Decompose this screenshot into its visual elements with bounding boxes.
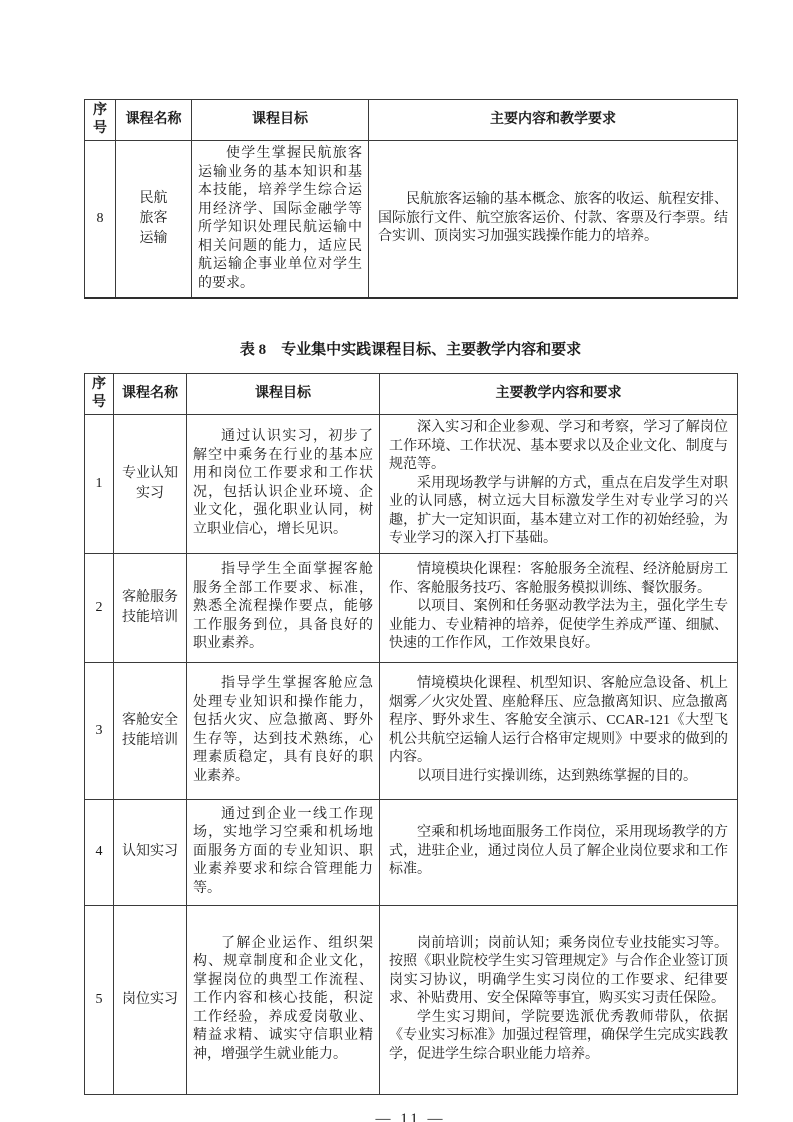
paragraph: 以项目、案例和任务驱动教学法为主，强化学生专业能力、专业精神的培养，促使学生养成严谨、细腻、快速的工作作风，工作效果良好。 <box>389 599 728 652</box>
page-number: — 11 — <box>375 1110 446 1122</box>
row-number-cell: 5 <box>85 905 114 1094</box>
table1-header-no: 序号 <box>85 100 116 141</box>
paragraph: 空乘和机场地面服务工作岗位，采用现场教学的方式，进驻企业，通过岗位人员了解企业岗位要求和工作标准。 <box>389 825 728 878</box>
course-content-cell <box>380 905 738 1094</box>
course-content-cell <box>380 553 738 662</box>
page-content <box>84 99 737 1122</box>
table2-header-objective: 课程目标 <box>187 374 380 415</box>
paragraph: 指导学生全面掌握客舱服务全部工作要求、标准，熟悉全流程操作要点，能够工作服务到位，具备良好的职业素养。 <box>193 562 373 652</box>
paragraph: 深入实习和企业参观、学习和考察，学习了解岗位工作环境、工作状况、基本要求以及企业文化、制度与规范等。 <box>389 420 728 472</box>
course-objective-cell <box>192 141 369 299</box>
table-row <box>85 905 738 1094</box>
row-number-cell: 8 <box>85 141 116 299</box>
table8-caption: 表 8 专业集中实践课程目标、主要教学内容和要求 <box>239 342 582 358</box>
course-table-continued <box>84 99 738 299</box>
paragraph: 岗前培训；岗前认知；乘务岗位专业技能实习等。按照《职业院校学生实习管理规定》与合作企业签订顶岗实习协议，明确学生实习岗位的工作要求、纪律要求、补贴费用、安全保障等事宜，购买实习责任保险。 <box>389 935 728 1007</box>
course-objective-cell <box>187 905 380 1094</box>
table2-header-row <box>85 374 738 415</box>
course-content-cell <box>369 141 738 299</box>
practice-course-table <box>84 373 738 1095</box>
course-name-cell: 专业认知 实习 <box>114 415 187 554</box>
row-number-cell: 2 <box>85 553 114 662</box>
paragraph: 学生实习期间，学院要选派优秀教师带队，依据《专业实习标准》加强过程管理，确保学生完成实践教学，促进学生综合职业能力培养。 <box>389 1009 728 1062</box>
paragraph: 通过认识实习，初步了解空中乘务在行业的基本应用和岗位工作要求和工作状况，包括认识企业环境、企业文化，强化职业认同，树立职业信心，增长见识。 <box>193 429 373 537</box>
course-objective-cell <box>187 553 380 662</box>
table1-body <box>85 141 738 299</box>
course-name-cell: 客舱服务 技能培训 <box>114 553 187 662</box>
table1-header-course-name: 课程名称 <box>116 100 192 141</box>
course-name-cell: 民航 旅客 运输 <box>116 141 192 299</box>
course-content-cell <box>380 415 738 554</box>
paragraph: 使学生掌握民航旅客运输业务的基本知识和基本技能，培养学生综合运用经济学、国际金融学等所学知识处理民航运输中相关问题的能力，适应民航运输企事业单位对学生的要求。 <box>198 146 362 291</box>
paragraph: 情境模块化课程：客舱服务全流程、经济舱厨房工作、客舱服务技巧、客舱服务模拟训练、餐饮服务。 <box>389 562 728 596</box>
course-content-cell <box>380 662 738 799</box>
row-number-cell: 3 <box>85 662 114 799</box>
table-row <box>85 799 738 905</box>
paragraph: 以项目进行实操训练，达到熟练掌握的目的。 <box>417 768 697 784</box>
course-objective-cell <box>187 662 380 799</box>
paragraph: 民航旅客运输的基本概念、旅客的收运、航程安排、国际旅行文件、航空旅客运价、付款、客票及行李票。结合实训、顶岗实习加强实践操作能力的培养。 <box>378 192 728 245</box>
table1-header-objective: 课程目标 <box>192 100 369 141</box>
row-number-cell: 1 <box>85 415 114 554</box>
paragraph: 了解企业运作、组织架构、规章制度和企业文化，掌握岗位的典型工作流程、工作内容和核心技能，积淀工作经验，养成爱岗敬业、精益求精、诚实守信职业精神，增强学生就业能力。 <box>193 935 373 1062</box>
table2-header-no: 序号 <box>85 374 114 415</box>
paragraph: 情境模块化课程、机型知识、客舱应急设备、机上烟雾／火灾处置、座舱释压、应急撤离知识、应急撤离程序、野外求生、客舱安全演示、CCAR-121《大型飞机公共航空运输人运行合格审定规则》中要求的做到的内容。 <box>389 676 728 765</box>
course-objective-cell <box>187 415 380 554</box>
course-content-cell <box>380 799 738 905</box>
table-row <box>85 141 738 299</box>
table-row <box>85 662 738 799</box>
row-number-cell: 4 <box>85 799 114 905</box>
paragraph: 指导学生掌握客舱应急处理专业知识和操作能力，包括火灾、应急撤离、野外生存等，达到技术熟练，心理素质稳定，具有良好的职业素养。 <box>193 676 373 784</box>
course-name-cell: 认知实习 <box>114 799 187 905</box>
table1-header-content: 主要内容和教学要求 <box>369 100 738 141</box>
paragraph: 采用现场教学与讲解的方式，重点在启发学生对职业的认同感，树立远大目标激发学生对专业学习的兴趣，扩大一定知识面，基本建立对工作的初始经验，为专业学习的深入打下基础。 <box>389 475 728 546</box>
table2-body <box>85 415 738 1095</box>
table1-header-row <box>85 100 738 141</box>
course-name-cell: 客舱安全 技能培训 <box>114 662 187 799</box>
table2-header-course-name: 课程名称 <box>114 374 187 415</box>
table2-header-content: 主要教学内容和要求 <box>380 374 738 415</box>
course-objective-cell <box>187 799 380 905</box>
table-row <box>85 415 738 554</box>
table-row <box>85 553 738 662</box>
paragraph: 通过到企业一线工作现场，实地学习空乘和机场地面服务方面的专业知识、职业素养要求和综合管理能力等。 <box>193 806 373 896</box>
course-name-cell: 岗位实习 <box>114 905 187 1094</box>
